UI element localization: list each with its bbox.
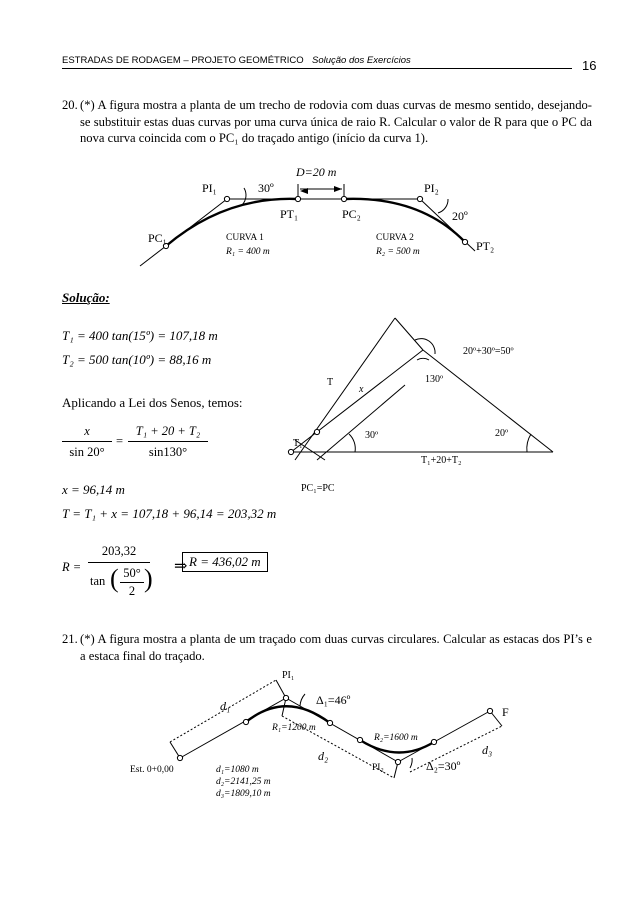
frac2-bar	[128, 441, 208, 442]
pc-label: PC₁=PC	[301, 483, 335, 494]
extension-line	[395, 318, 423, 350]
start-point	[177, 755, 182, 760]
t-label: T	[327, 377, 334, 388]
angle-30-label: 30º	[365, 430, 379, 441]
d2-value: d₂=2141,25 m	[216, 777, 271, 787]
pt-point	[314, 429, 319, 434]
t1-label: T₁	[293, 438, 303, 449]
triangle-right-side	[423, 350, 553, 452]
r-lhs: R =	[62, 560, 82, 574]
pt2-point	[431, 739, 436, 744]
dim-line-t	[295, 318, 395, 460]
r-inner-denominator: 2	[128, 584, 136, 598]
equals-sign: =	[116, 434, 124, 448]
pt1-point	[295, 196, 300, 201]
frac1-denominator: sin 20°	[69, 445, 105, 459]
curve2-radius: R₂ = 500 m	[376, 247, 420, 257]
pc-point	[288, 449, 293, 454]
frac1-numerator: x	[84, 424, 90, 438]
pc1-point	[243, 719, 248, 724]
pi1-point	[283, 695, 288, 700]
angle-20-arc	[527, 434, 531, 452]
curve1-title: CURVA 1	[226, 233, 264, 243]
angle-130-label: 130º	[425, 374, 444, 385]
header-subtitle: Solução dos Exercícios	[312, 55, 411, 66]
delta2-arc	[410, 758, 412, 768]
sine-law-equation	[62, 424, 252, 464]
r-inner-bar	[120, 582, 144, 583]
d2-label: d₂	[318, 749, 329, 763]
curve1-radius: R₁ = 400 m	[226, 247, 270, 257]
end-point	[487, 708, 492, 713]
d1-label: d₁	[220, 699, 231, 713]
page-number: 16	[582, 58, 597, 73]
pi2-point	[417, 196, 422, 201]
q20-number: 20.	[62, 98, 78, 112]
angle-30-arc	[349, 434, 355, 452]
t1-equation: T₁ = 400 tan(15º) = 107,18 m	[62, 328, 218, 343]
angle-20-label: 20º	[495, 428, 509, 439]
pi1-label: PI₁	[202, 181, 217, 195]
pt2-label: PT₂	[476, 239, 495, 253]
frac1-bar	[62, 441, 112, 442]
angle-sum-label: 20º+30º=50º	[463, 346, 514, 357]
pt1-point	[327, 720, 332, 725]
x-label: x	[359, 384, 364, 395]
paren-right: )	[144, 564, 153, 593]
pi2-label: PI₂	[372, 763, 384, 773]
pi2-label: PI₂	[424, 181, 439, 195]
solution-heading: Solução:	[62, 290, 110, 305]
implies-arrow: ⇒	[174, 558, 188, 575]
q20-text: (*) A figura mostra a planta de um trecho de rodovia com duas curvas de mesmo sentido, desejando-se substituir estas duas curvas por uma curva única de raio R. Calcular o valor de R para que o PC da nova curva coincida com o PC₁ do traçado antigo (início da curva 1).	[80, 98, 592, 145]
pi1-point	[224, 196, 229, 201]
d1-value: d₁=1080 m	[216, 765, 259, 775]
header-rule	[62, 68, 572, 69]
angle-arc-2	[438, 199, 448, 213]
delta2-label: Δ₂=30º	[426, 759, 461, 773]
r1-label: R₁=1200 m	[272, 723, 316, 733]
angle-arc-1	[242, 188, 246, 205]
pt1-label: PT₁	[280, 207, 299, 221]
r2-label: R₂=1600 m	[374, 733, 418, 743]
f-label: F	[502, 705, 509, 719]
pc2-point	[341, 196, 346, 201]
delta1-arc	[300, 694, 305, 706]
pt2-point	[462, 239, 467, 244]
triangle-figure	[255, 310, 590, 500]
r-bar	[88, 562, 150, 563]
t-result: T = T₁ + x = 107,18 + 96,14 = 203,32 m	[62, 506, 277, 521]
start-label: Est. 0+0,00	[130, 765, 174, 775]
dim-arrows	[300, 186, 342, 194]
paren-left: (	[110, 564, 119, 593]
q21-text: (*) A figura mostra a planta de um traçado com duas curvas circulares. Calcular as estacas dos PI’s e a estaca final do traçado.	[80, 632, 592, 663]
pc1-label: PC₁	[148, 231, 167, 245]
radius-equation	[62, 540, 282, 604]
frac2-numerator: T₁ + 20 + T₂	[135, 424, 201, 438]
pc2-point	[357, 737, 362, 742]
header-title: ESTRADAS DE RODAGEM – PROJETO GEOMÉTRICO	[62, 55, 304, 66]
dim-line-x	[317, 385, 405, 460]
base-label: T₁+20+T₂	[421, 455, 462, 466]
pi1-label: PI₁	[282, 670, 295, 681]
angle1-label: 30º	[258, 181, 274, 195]
r-numerator: 203,32	[101, 544, 137, 558]
angle2-label: 20º	[452, 209, 468, 223]
r-final-box: R = 436,02 m	[182, 552, 268, 572]
q20-figure	[130, 158, 510, 270]
delta1-label: Δ₁=46º	[316, 693, 351, 707]
law-of-sines-text: Aplicando a Lei dos Senos, temos:	[62, 395, 243, 410]
angle-130-arc	[417, 358, 429, 360]
r-tan: tan	[90, 574, 106, 588]
curve2-title: CURVA 2	[376, 233, 414, 243]
x-result: x = 96,14 m	[62, 482, 125, 497]
d3-label: d₃	[482, 743, 493, 757]
r-inner-numerator: 50°	[123, 566, 141, 580]
frac2-denominator: sin130°	[148, 445, 188, 459]
curve-1-arc	[246, 706, 330, 723]
pc2-label: PC₂	[342, 207, 361, 221]
q21-number: 21.	[62, 632, 78, 646]
t2-equation: T₂ = 500 tan(10º) = 88,16 m	[62, 352, 212, 367]
pi2-point	[395, 759, 400, 764]
d3-value: d₃=1809,10 m	[216, 789, 271, 799]
dim-label: D=20 m	[296, 165, 337, 179]
q21-figure	[110, 666, 530, 806]
alignment-segment-1	[180, 698, 286, 758]
